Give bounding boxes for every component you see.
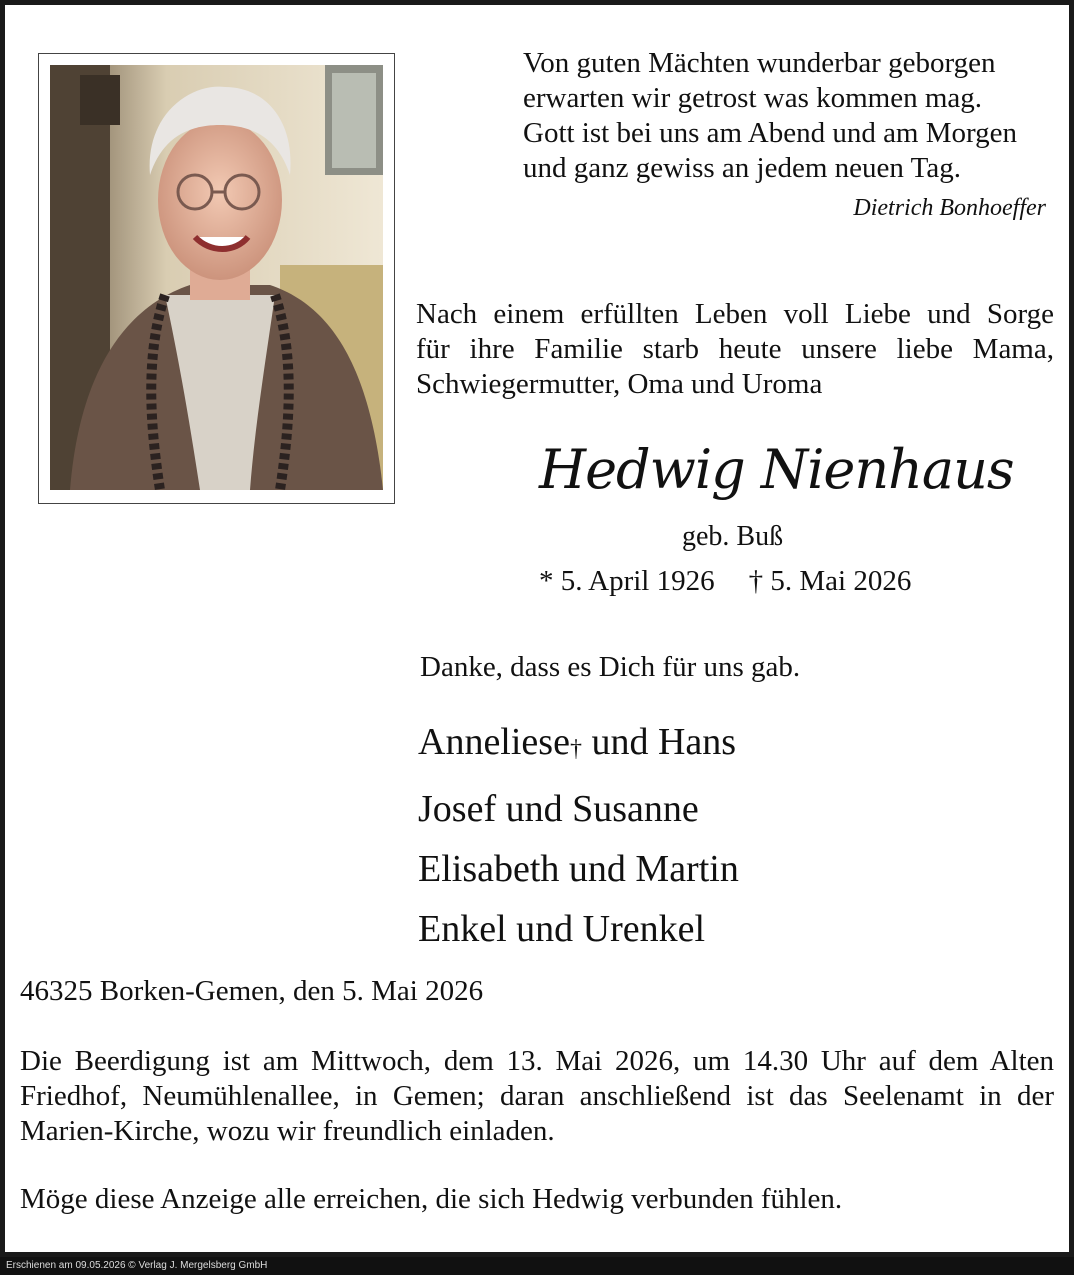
poem-line: Von guten Mächten wunderbar geborgen	[523, 47, 996, 79]
cross-mark: †	[569, 736, 582, 762]
portrait-photo-frame	[38, 53, 395, 504]
thanks-line: Danke, dass es Dich für uns gab.	[420, 651, 801, 683]
publication-footer: Erschienen am 09.05.2026 © Verlag J. Mergelsberg GmbH	[0, 1257, 1074, 1275]
poem-line: und ganz gewiss an jedem neuen Tag.	[523, 152, 961, 184]
family-name-rest: und Hans	[581, 721, 737, 763]
funeral-line: Friedhof, Neumühlenallee, in Gemen; daran anschließend ist das Seelenamt in der	[20, 1080, 1054, 1112]
intro-line: Schwiegermutter, Oma und Uroma	[416, 368, 823, 400]
family-line: Enkel und Urenkel	[418, 908, 706, 950]
funeral-line: Marien-Kirche, wozu wir freundlich einladen.	[20, 1115, 555, 1147]
death-date: † 5. Mai 2026	[748, 565, 912, 597]
place-date: 46325 Borken-Gemen, den 5. Mai 2026	[20, 975, 484, 1007]
life-dates	[539, 565, 945, 598]
intro-line: für ihre Familie starb heute unsere liebe Mama,	[416, 333, 1054, 365]
family-line	[418, 712, 739, 779]
portrait-photo	[50, 65, 383, 490]
poem-author: Dietrich Bonhoeffer	[853, 195, 1046, 221]
birth-name: geb. Buß	[682, 521, 784, 552]
family-line: Josef und Susanne	[418, 788, 699, 830]
poem	[523, 46, 1063, 186]
deceased-name: Hedwig Nienhaus	[539, 438, 1014, 501]
birth-date: * 5. April 1926	[539, 565, 715, 597]
intro-text	[416, 297, 1054, 402]
poem-line: Gott ist bei uns am Abend und am Morgen	[523, 117, 1018, 149]
funeral-details	[20, 1044, 1054, 1149]
intro-line: Nach einem erfüllten Leben voll Liebe und Sorge	[416, 298, 1054, 330]
closing-line: Möge diese Anzeige alle erreichen, die sich Hedwig verbunden fühlen.	[20, 1183, 843, 1215]
poem-line: erwarten wir getrost was kommen mag.	[523, 82, 983, 114]
funeral-line: Die Beerdigung ist am Mittwoch, dem 13. Mai 2026, um 14.30 Uhr auf dem Alten	[20, 1045, 1054, 1077]
family-line: Elisabeth und Martin	[418, 848, 739, 890]
family-list	[418, 712, 739, 959]
family-name: Anneliese	[418, 721, 570, 763]
